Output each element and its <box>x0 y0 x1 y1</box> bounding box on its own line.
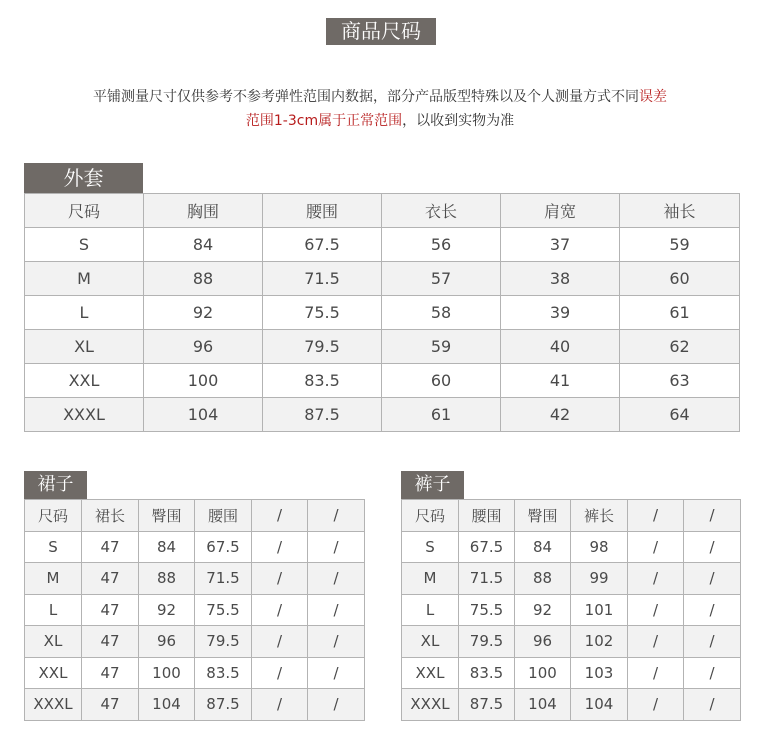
skirt-section-label: 裙子 <box>24 471 87 499</box>
table-cell: / <box>628 594 684 626</box>
size-label-cell: L <box>402 594 459 626</box>
note-text: 平铺测量尺寸仅供参考不参考弹性范围内数据，部分产品版型特殊以及个人测量方式不同 <box>93 89 639 105</box>
table-row <box>25 689 365 721</box>
table-cell: / <box>308 531 365 563</box>
column-header: / <box>628 500 684 532</box>
table-cell: 100 <box>139 657 195 689</box>
table-row <box>25 626 365 658</box>
table-header-row <box>25 500 365 532</box>
size-label-cell: S <box>402 531 459 563</box>
column-header: 臀围 <box>515 500 571 532</box>
table-cell: 47 <box>82 626 139 658</box>
size-label-cell: M <box>25 563 82 595</box>
size-label-cell: XXXL <box>25 398 144 432</box>
table-cell: 47 <box>82 531 139 563</box>
table-cell: 96 <box>144 330 263 364</box>
table-cell: 104 <box>144 398 263 432</box>
table-cell: 67.5 <box>459 531 515 563</box>
table-cell: 63 <box>620 364 740 398</box>
table-cell: 92 <box>139 594 195 626</box>
column-header: / <box>684 500 741 532</box>
column-header: 尺码 <box>402 500 459 532</box>
table-row <box>25 330 740 364</box>
coat-size-table <box>24 193 740 432</box>
table-cell: 56 <box>382 228 501 262</box>
table-cell: 103 <box>571 657 628 689</box>
table-cell: 83.5 <box>459 657 515 689</box>
table-cell: 41 <box>501 364 620 398</box>
table-row <box>25 228 740 262</box>
coat-section-label: 外套 <box>24 163 143 193</box>
table-cell: 98 <box>571 531 628 563</box>
table-cell: / <box>252 594 308 626</box>
column-header: 肩宽 <box>501 194 620 228</box>
table-cell: / <box>684 594 741 626</box>
table-row <box>25 296 740 330</box>
table-cell: / <box>628 689 684 721</box>
size-label-cell: L <box>25 594 82 626</box>
page-title: 商品尺码 <box>326 18 436 45</box>
table-cell: 67.5 <box>263 228 382 262</box>
table-cell: 88 <box>515 563 571 595</box>
table-row <box>25 657 365 689</box>
table-cell: 75.5 <box>263 296 382 330</box>
table-row <box>25 594 365 626</box>
table-cell: 67.5 <box>195 531 252 563</box>
table-cell: 60 <box>620 262 740 296</box>
table-cell: 84 <box>515 531 571 563</box>
table-header-row <box>402 500 741 532</box>
size-label-cell: L <box>25 296 144 330</box>
note-text: ，以收到实物为准 <box>402 113 515 129</box>
column-header: 袖长 <box>620 194 740 228</box>
table-row <box>402 563 741 595</box>
column-header: 裤长 <box>571 500 628 532</box>
table-cell: 92 <box>144 296 263 330</box>
column-header: / <box>308 500 365 532</box>
table-cell: 37 <box>501 228 620 262</box>
table-row <box>25 262 740 296</box>
table-cell: / <box>628 626 684 658</box>
table-cell: / <box>308 563 365 595</box>
table-cell: 39 <box>501 296 620 330</box>
skirt-size-table <box>24 499 365 721</box>
table-cell: 100 <box>515 657 571 689</box>
table-row <box>402 531 741 563</box>
table-cell: 61 <box>382 398 501 432</box>
column-header: 腰围 <box>263 194 382 228</box>
size-label-cell: S <box>25 228 144 262</box>
table-cell: 104 <box>571 689 628 721</box>
size-label-cell: M <box>25 262 144 296</box>
table-row <box>25 398 740 432</box>
table-cell: 75.5 <box>459 594 515 626</box>
size-label-cell: XXXL <box>25 689 82 721</box>
table-cell: 60 <box>382 364 501 398</box>
column-header: 腰围 <box>459 500 515 532</box>
table-cell: 71.5 <box>195 563 252 595</box>
table-cell: 47 <box>82 563 139 595</box>
table-cell: 87.5 <box>459 689 515 721</box>
note-highlight: 范围1-3cm属于正常范围 <box>245 113 403 129</box>
column-header: 臀围 <box>139 500 195 532</box>
table-cell: 104 <box>515 689 571 721</box>
table-row <box>402 594 741 626</box>
table-cell: / <box>252 563 308 595</box>
column-header: 裙长 <box>82 500 139 532</box>
table-cell: 62 <box>620 330 740 364</box>
size-label-cell: XL <box>25 330 144 364</box>
table-cell: 64 <box>620 398 740 432</box>
table-cell: 38 <box>501 262 620 296</box>
table-cell: 100 <box>144 364 263 398</box>
table-cell: 101 <box>571 594 628 626</box>
size-label-cell: XL <box>402 626 459 658</box>
table-cell: 57 <box>382 262 501 296</box>
table-cell: / <box>308 626 365 658</box>
size-note-line-2 <box>0 110 760 130</box>
size-label-cell: XXL <box>25 364 144 398</box>
table-cell: 59 <box>382 330 501 364</box>
table-cell: / <box>628 657 684 689</box>
table-row <box>25 563 365 595</box>
table-cell: 71.5 <box>263 262 382 296</box>
table-row <box>402 626 741 658</box>
table-cell: 96 <box>139 626 195 658</box>
size-label-cell: M <box>402 563 459 595</box>
table-cell: 83.5 <box>263 364 382 398</box>
size-label-cell: XXL <box>25 657 82 689</box>
column-header: / <box>252 500 308 532</box>
table-header-row <box>25 194 740 228</box>
table-cell: 79.5 <box>459 626 515 658</box>
table-cell: 42 <box>501 398 620 432</box>
table-cell: 47 <box>82 657 139 689</box>
table-row <box>25 364 740 398</box>
table-cell: 83.5 <box>195 657 252 689</box>
column-header: 胸围 <box>144 194 263 228</box>
table-cell: 99 <box>571 563 628 595</box>
size-note-line-1 <box>0 86 760 106</box>
table-cell: 87.5 <box>195 689 252 721</box>
table-cell: / <box>252 531 308 563</box>
table-cell: 84 <box>144 228 263 262</box>
table-cell: 92 <box>515 594 571 626</box>
table-cell: 58 <box>382 296 501 330</box>
table-cell: 47 <box>82 594 139 626</box>
table-row <box>402 657 741 689</box>
table-cell: / <box>628 563 684 595</box>
table-cell: / <box>308 657 365 689</box>
table-cell: 84 <box>139 531 195 563</box>
size-label-cell: S <box>25 531 82 563</box>
column-header: 尺码 <box>25 500 82 532</box>
table-cell: / <box>684 626 741 658</box>
pants-section-label: 裤子 <box>401 471 464 499</box>
size-label-cell: XL <box>25 626 82 658</box>
table-cell: 88 <box>144 262 263 296</box>
table-cell: 79.5 <box>263 330 382 364</box>
size-label-cell: XXL <box>402 657 459 689</box>
table-cell: / <box>684 531 741 563</box>
pants-size-table <box>401 499 741 721</box>
table-row <box>25 531 365 563</box>
table-cell: 88 <box>139 563 195 595</box>
table-cell: / <box>308 689 365 721</box>
table-cell: / <box>308 594 365 626</box>
table-cell: / <box>684 689 741 721</box>
table-cell: / <box>684 657 741 689</box>
column-header: 腰围 <box>195 500 252 532</box>
column-header: 衣长 <box>382 194 501 228</box>
table-cell: / <box>252 689 308 721</box>
table-cell: / <box>252 657 308 689</box>
table-cell: 75.5 <box>195 594 252 626</box>
table-cell: 71.5 <box>459 563 515 595</box>
table-cell: 61 <box>620 296 740 330</box>
table-cell: 102 <box>571 626 628 658</box>
table-cell: 47 <box>82 689 139 721</box>
table-cell: 96 <box>515 626 571 658</box>
table-cell: 104 <box>139 689 195 721</box>
size-label-cell: XXXL <box>402 689 459 721</box>
table-cell: 79.5 <box>195 626 252 658</box>
column-header: 尺码 <box>25 194 144 228</box>
table-cell: / <box>684 563 741 595</box>
table-cell: 40 <box>501 330 620 364</box>
table-cell: / <box>252 626 308 658</box>
note-highlight: 误差 <box>639 89 667 105</box>
table-cell: 87.5 <box>263 398 382 432</box>
table-cell: / <box>628 531 684 563</box>
table-row <box>402 689 741 721</box>
table-cell: 59 <box>620 228 740 262</box>
